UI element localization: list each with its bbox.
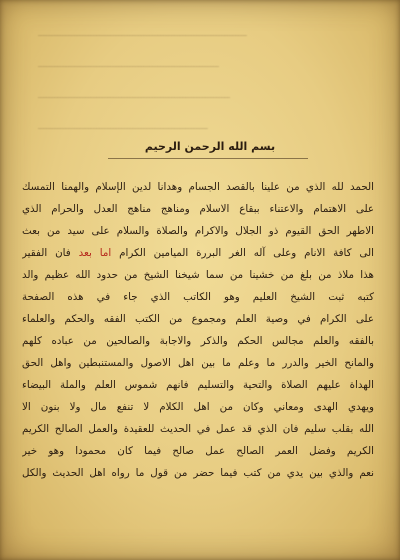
bleed-through-text: ـــــــــــــــــــــــــــــــــــــــــــــــــــــــــــــــــــــــــــ ـــــــــــــــــــــــــــــــــــــــــــــــــــــــــــــــــ ـــــــــــــــــــــــــــــــــــــــــــــــــــــــــــــــــــــ ـــــــــــــــــــــــــــــــــــــــــــــــــــــــــــــ [38,28,247,132]
text-line: الله بقلب سليم فان الذي قد عمل في الحديث للعقيدة والعمل الصالح الكريم [22,423,374,435]
text-line: كتبه ثبت الشيخ العليم وهو الكاتب الذي جاء في هذه الصفحة [22,291,374,303]
text-line: الاطهر الحق القيوم ذو الجلال والاكرام والصلاة والسلام على سيد من بعث [22,225,374,237]
text-line [22,242,374,264]
text-segment: فان الفقير [22,247,71,259]
text-line: الحمد لله الذي من علينا بالقصد الجسام وهدانا لدين الإسلام والهمنا التمسك [22,181,374,193]
heading-underline [108,158,308,159]
text-line: نعم والذي بين يدي من كتب فيما حضر من قول ما رواه اهل الحديث والكل [22,467,374,479]
text-line: هذا ملاذ من بلغ من خشينا من سما شيخنا الشيخ من حدود الله عظيم والد [22,269,374,281]
text-line: بالفقه والعلم مجالس الحكم والذكر والاجابة والصالحين من عباده كلهم [22,335,374,347]
text-segment: الى كافة الانام وعلى آله الغر البررة الميامين الكرام [119,247,374,259]
text-line: الهداة عليهم الصلاة والتحية والتسليم فانهم شموس العلم والملة البيضاء [22,379,374,391]
rubricated-phrase: اما بعد [78,247,112,259]
text-line: على الكرام في وصية العلم ومجموع من الكتب الفقه والحكم والعلماء [22,313,374,325]
basmala-heading: بسم الله الرحمن الرحيم [144,140,276,153]
text-line: على الاهتمام والاعتناء ببقاع الاسلام ومناهج مناهج العدل والحرام الذي [22,203,374,215]
text-line: والمانح الخير والدرر ما وعلم ما بين اهل الاصول والمستنبطين واهل الحق [22,357,374,369]
text-line: ويهدي الهدى ومعاني وكان من اهل الكلام لا تنفع مال ولا بنون الا [22,401,374,413]
text-line: الكريم وفضل العمر الصالح عمل صالح فيما كان محمودا وهو خير [22,445,374,457]
